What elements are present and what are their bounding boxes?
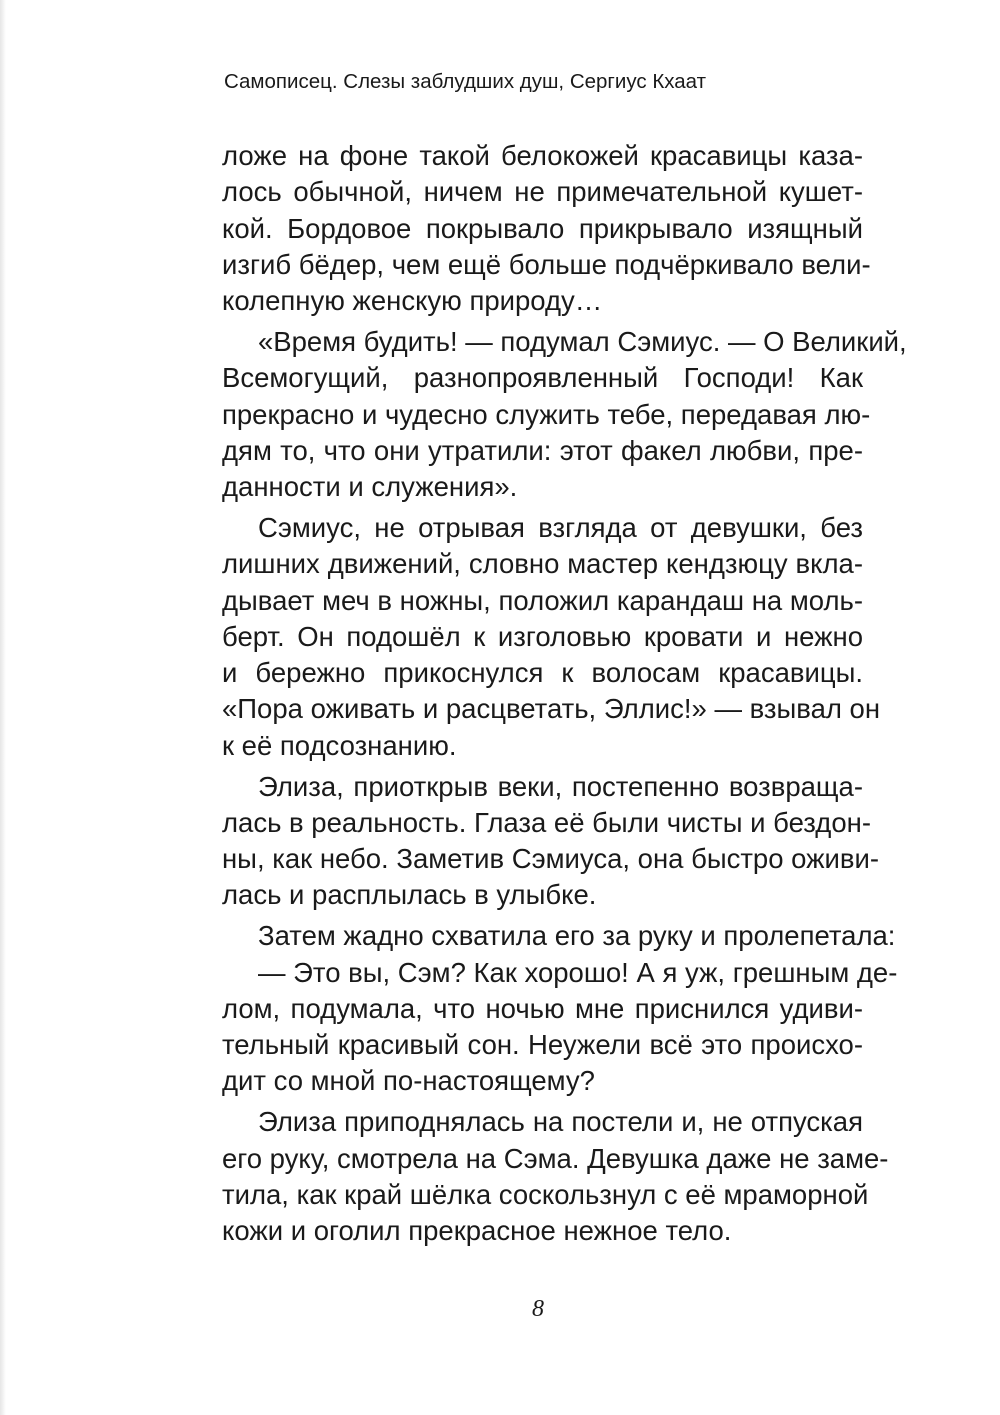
text-line: дит со мной по-настоящему? <box>222 1065 595 1097</box>
text-line: ложе на фоне такой белокожей красавицы каза- <box>222 140 863 171</box>
text-line: кой. Бордовое покрывало прикрывало изящный <box>222 212 863 244</box>
text-line: лась и расплылась в улыбке. <box>222 879 597 911</box>
text-line: Всемогущий, разнопроявленный Господи! Как <box>222 362 863 394</box>
text-line: колепную женскую природу… <box>222 285 603 317</box>
text-line: изгиб бёдер, чем ещё больше подчёркивало вели- <box>222 248 871 280</box>
text-line: тельный красивый сон. Неужели всё это происхо- <box>222 1029 863 1061</box>
text-line: кожи и оголил прекрасное нежное тело. <box>222 1215 732 1247</box>
text-line: «Время будить! — подумал Сэмиус. — О Великий, <box>258 325 907 357</box>
text-line: дывает меч в ножны, положил карандаш на моль- <box>222 584 863 616</box>
paragraph <box>222 324 907 505</box>
text-line: Затем жадно схватила его за руку и пролепетала: <box>258 920 896 952</box>
text-line: берт. Он подошёл к изголовью кровати и нежно <box>222 620 863 652</box>
text-line: Элиза, приоткрыв веки, постепенно возвраща- <box>258 770 863 802</box>
text-line: — Это вы, Сэм? Как хорошо! А я уж, грешным де- <box>258 956 898 988</box>
text-line: лом, подумала, что ночью мне приснился удиви- <box>222 992 863 1024</box>
text-line: лась в реальность. Глаза её были чисты и бездон- <box>222 806 871 838</box>
page-edge-shadow <box>0 0 6 1415</box>
paragraph <box>222 510 881 764</box>
paragraph <box>222 1104 889 1249</box>
page-number: 8 <box>532 1296 544 1322</box>
text-line: лишних движений, словно мастер кендзюцу вкла- <box>222 548 863 580</box>
text-line: тила, как край шёлка соскользнул с её мраморной <box>222 1178 869 1210</box>
paragraph <box>222 138 871 319</box>
paragraph <box>222 918 896 954</box>
text-line: к её подсознанию. <box>222 729 457 761</box>
text-line: данности и служения». <box>222 471 518 503</box>
text-line: «Пора оживать и расцветать, Эллис!» — взывал он <box>222 693 881 725</box>
paragraph <box>222 769 880 914</box>
text-line: дям то, что они утратили: этот факел любви, пре- <box>222 434 863 466</box>
text-line: Элиза приподнялась на постели и, не отпуская <box>258 1106 863 1138</box>
body-text <box>222 138 907 1249</box>
text-line: ны, как небо. Заметив Сэмиуса, она быстро оживи- <box>222 843 880 875</box>
text-line: лось обычной, ничем не примечательной кушет- <box>222 176 863 208</box>
text-line: его руку, смотрела на Сэма. Девушка даже не заме- <box>222 1142 889 1174</box>
text-line: прекрасно и чудесно служить тебе, передавая лю- <box>222 398 871 430</box>
paragraph <box>222 955 898 1100</box>
running-head: Самописец. Слезы заблудших душ, Сергиус Кхаат <box>224 70 707 93</box>
text-line: и бережно прикоснулся к волосам красавицы. <box>222 657 863 689</box>
text-line: Сэмиус, не отрывая взгляда от девушки, без <box>258 511 863 543</box>
